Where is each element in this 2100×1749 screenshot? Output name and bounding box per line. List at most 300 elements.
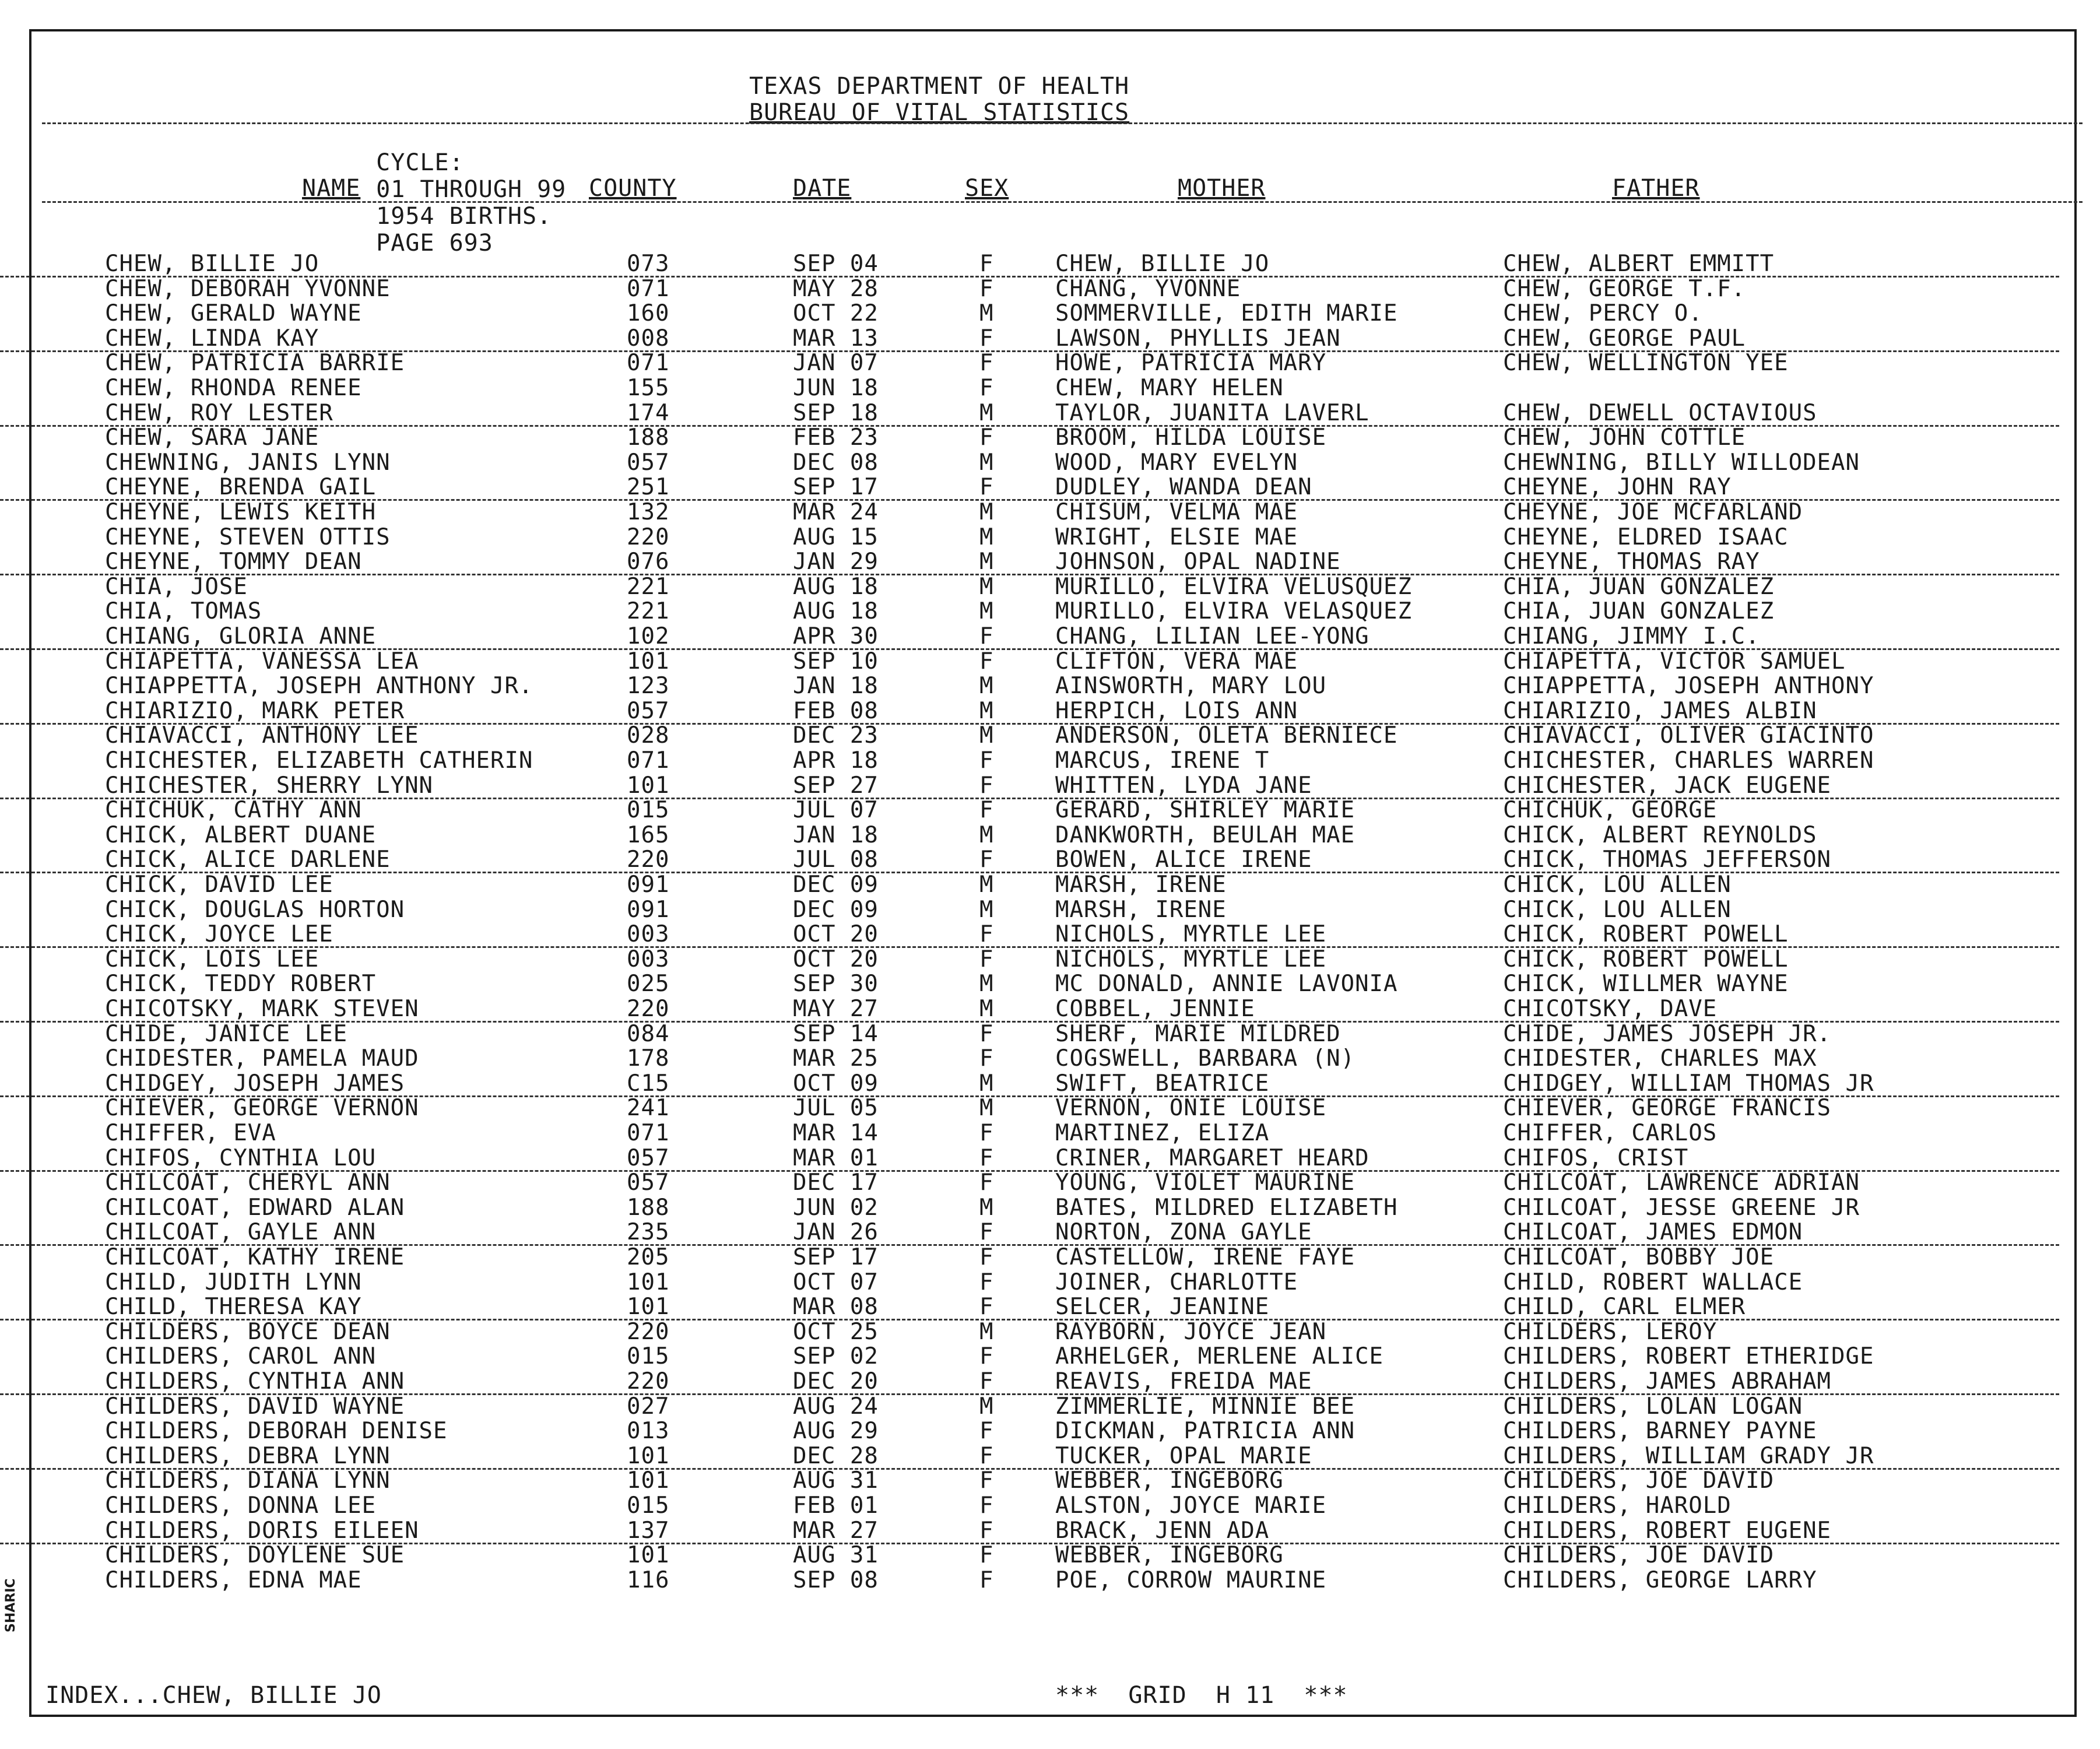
record-mother: RAYBORN, JOYCE JEAN: [1055, 1318, 1327, 1345]
record-county: 101: [627, 1442, 670, 1469]
record-sex: F: [979, 1467, 994, 1494]
table-row: [0, 1418, 2059, 1443]
record-date: AUG 29: [793, 1418, 879, 1445]
table-row: [0, 673, 2059, 698]
table-row: [0, 648, 2059, 673]
record-mother: CHANG, LILIAN LEE-YONG: [1055, 623, 1369, 649]
record-county: 174: [627, 399, 670, 426]
record-date: SEP 17: [793, 474, 879, 501]
record-sex: F: [979, 251, 994, 277]
record-sex: F: [979, 350, 994, 377]
record-father: CHILDERS, JAMES ABRAHAM: [1503, 1368, 1832, 1395]
record-mother: CHISUM, VELMA MAE: [1055, 499, 1298, 525]
record-father: CHILD, ROBERT WALLACE: [1503, 1269, 1803, 1295]
record-county: 102: [627, 623, 670, 649]
record-mother: LAWSON, PHYLLIS JEAN: [1055, 325, 1341, 352]
record-father: CHICOTSKY, DAVE: [1503, 996, 1718, 1022]
record-mother: CHEW, BILLIE JO: [1055, 251, 1270, 277]
table-row: [0, 1070, 2059, 1097]
table-row: [0, 1169, 2059, 1195]
table-row: [0, 1045, 2059, 1070]
record-father: CHICK, ROBERT POWELL: [1503, 921, 1789, 948]
table-row: [0, 1219, 2059, 1246]
record-sex: M: [979, 1194, 994, 1221]
record-sex: M: [979, 1095, 994, 1122]
record-county: 220: [627, 524, 670, 550]
record-county: 123: [627, 673, 670, 700]
record-father: CHIAPETTA, VICTOR SAMUEL: [1503, 648, 1846, 675]
record-sex: F: [979, 325, 994, 352]
record-father: CHILDERS, ROBERT ETHERIDGE: [1503, 1343, 1874, 1370]
record-county: 205: [627, 1244, 670, 1270]
column-header-name: NAME: [302, 175, 361, 202]
record-date: JAN 18: [793, 821, 879, 848]
table-row: [0, 1368, 2059, 1395]
table-row: [0, 1467, 2059, 1492]
record-mother: TAYLOR, JUANITA LAVERL: [1055, 399, 1369, 426]
record-county: 008: [627, 325, 670, 352]
record-sex: F: [979, 1219, 994, 1246]
record-name: CHILD, JUDITH LYNN: [105, 1269, 362, 1295]
record-county: 116: [627, 1567, 670, 1593]
record-father: CHICK, LOU ALLEN: [1503, 896, 1732, 923]
record-date: DEC 20: [793, 1368, 879, 1395]
record-name: CHICHESTER, ELIZABETH CATHERIN: [105, 747, 533, 774]
record-father: CHEYNE, ELDRED ISAAC: [1503, 524, 1789, 550]
record-county: 221: [627, 598, 670, 625]
record-sex: F: [979, 648, 994, 675]
record-date: JAN 07: [793, 350, 879, 377]
record-name: CHEYNE, BRENDA GAIL: [105, 474, 377, 501]
column-header-county: COUNTY: [589, 175, 677, 202]
record-county: 101: [627, 648, 670, 675]
table-row: [0, 1518, 2059, 1544]
record-sex: F: [979, 1045, 994, 1072]
record-name: CHIARIZIO, MARK PETER: [105, 697, 405, 724]
record-county: 013: [627, 1418, 670, 1445]
record-county: 057: [627, 449, 670, 476]
record-county: 220: [627, 847, 670, 873]
table-row: [0, 847, 2059, 873]
record-mother: ARHELGER, MERLENE ALICE: [1055, 1343, 1384, 1370]
record-county: 057: [627, 1169, 670, 1196]
record-name: CHICK, DAVID LEE: [105, 872, 333, 898]
record-date: DEC 23: [793, 722, 879, 749]
record-sex: F: [979, 946, 994, 972]
record-county: 235: [627, 1219, 670, 1246]
record-county: 071: [627, 350, 670, 377]
record-father: CHIDGEY, WILLIAM THOMAS JR: [1503, 1070, 1874, 1097]
record-sex: F: [979, 1492, 994, 1519]
record-father: CHILDERS, WILLIAM GRADY JR: [1503, 1442, 1874, 1469]
record-mother: CASTELLOW, IRENE FAYE: [1055, 1244, 1355, 1270]
record-name: CHILDERS, DOYLENE SUE: [105, 1542, 405, 1569]
record-date: JAN 18: [793, 673, 879, 700]
record-date: AUG 31: [793, 1542, 879, 1569]
record-name: CHICHESTER, SHERRY LYNN: [105, 772, 434, 799]
record-name: CHICK, LOIS LEE: [105, 946, 319, 972]
table-row: [0, 1393, 2059, 1418]
table-row: [0, 1443, 2059, 1470]
record-mother: SOMMERVILLE, EDITH MARIE: [1055, 300, 1398, 327]
record-mother: MARSH, IRENE: [1055, 872, 1227, 898]
record-county: 241: [627, 1095, 670, 1122]
record-county: 188: [627, 1194, 670, 1221]
record-mother: BOWEN, ALICE IRENE: [1055, 847, 1312, 873]
record-county: 028: [627, 722, 670, 749]
record-date: MAR 25: [793, 1045, 879, 1072]
record-date: MAR 08: [793, 1294, 879, 1320]
record-date: MAR 24: [793, 499, 879, 525]
record-mother: BATES, MILDRED ELIZABETH: [1055, 1194, 1398, 1221]
record-sex: F: [979, 424, 994, 451]
table-row: [0, 574, 2059, 599]
record-sex: F: [979, 1517, 994, 1544]
record-sex: M: [979, 524, 994, 550]
record-sex: M: [979, 896, 994, 923]
record-name: CHILDERS, DIANA LYNN: [105, 1467, 391, 1494]
record-sex: F: [979, 1418, 994, 1445]
column-header-date: DATE: [793, 175, 852, 202]
record-father: CHIAVACCI, OLIVER GIACINTO: [1503, 722, 1874, 749]
table-row: [0, 276, 2059, 301]
record-name: CHILDERS, BOYCE DEAN: [105, 1318, 391, 1345]
record-mother: WEBBER, INGEBORG: [1055, 1467, 1284, 1494]
record-county: 178: [627, 1045, 670, 1072]
record-name: CHEW, RHONDA RENEE: [105, 375, 362, 401]
record-sex: F: [979, 474, 994, 501]
record-father: CHICK, WILLMER WAYNE: [1503, 971, 1789, 998]
record-name: CHILDERS, CYNTHIA ANN: [105, 1368, 405, 1395]
record-sex: F: [979, 1269, 994, 1295]
record-mother: ZIMMERLIE, MINNIE BEE: [1055, 1393, 1355, 1420]
record-date: SEP 08: [793, 1567, 879, 1593]
record-mother: MARSH, IRENE: [1055, 896, 1227, 923]
record-date: SEP 30: [793, 971, 879, 998]
record-county: 101: [627, 1294, 670, 1320]
record-sex: M: [979, 722, 994, 749]
record-sex: M: [979, 399, 994, 426]
record-county: 101: [627, 772, 670, 799]
record-mother: MARTINEZ, ELIZA: [1055, 1120, 1270, 1146]
record-date: MAY 28: [793, 275, 879, 302]
record-mother: DANKWORTH, BEULAH MAE: [1055, 821, 1355, 848]
record-father: CHILDERS, JOE DAVID: [1503, 1542, 1775, 1569]
record-date: DEC 17: [793, 1169, 879, 1196]
record-father: CHILDERS, LOLAN LOGAN: [1503, 1393, 1803, 1420]
record-name: CHIEVER, GEORGE VERNON: [105, 1095, 419, 1122]
record-father: CHIA, JUAN GONZALEZ: [1503, 573, 1775, 600]
record-county: 188: [627, 424, 670, 451]
column-header-divider: [42, 201, 2083, 203]
record-county: 251: [627, 474, 670, 501]
record-date: AUG 24: [793, 1393, 879, 1420]
record-mother: COGSWELL, BARBARA (N): [1055, 1045, 1355, 1072]
record-name: CHEW, LINDA KAY: [105, 325, 319, 352]
record-sex: F: [979, 1343, 994, 1370]
record-sex: F: [979, 847, 994, 873]
record-county: 160: [627, 300, 670, 327]
record-sex: F: [979, 1169, 994, 1196]
table-row: [0, 1269, 2059, 1294]
record-date: AUG 18: [793, 598, 879, 625]
record-county: 137: [627, 1517, 670, 1544]
record-father: CHICK, ROBERT POWELL: [1503, 946, 1789, 972]
record-name: CHIDESTER, PAMELA MAUD: [105, 1045, 419, 1072]
record-date: APR 18: [793, 747, 879, 774]
record-name: CHEWNING, JANIS LYNN: [105, 449, 391, 476]
record-name: CHILDERS, DORIS EILEEN: [105, 1517, 419, 1544]
record-sex: F: [979, 275, 994, 302]
record-date: SEP 27: [793, 772, 879, 799]
table-row: [0, 872, 2059, 897]
record-father: CHIARIZIO, JAMES ALBIN: [1503, 697, 1817, 724]
record-father: CHICHESTER, JACK EUGENE: [1503, 772, 1832, 799]
record-county: 091: [627, 872, 670, 898]
record-date: OCT 22: [793, 300, 879, 327]
table-row: [0, 474, 2059, 501]
record-mother: NICHOLS, MYRTLE LEE: [1055, 921, 1327, 948]
record-father: CHEW, GEORGE PAUL: [1503, 325, 1746, 352]
record-date: OCT 20: [793, 921, 879, 948]
record-father: CHILCOAT, JESSE GREENE JR: [1503, 1194, 1860, 1221]
table-row: [0, 1120, 2059, 1145]
table-row: [0, 524, 2059, 549]
record-name: CHEW, GERALD WAYNE: [105, 300, 362, 327]
record-name: CHIDGEY, JOSEPH JAMES: [105, 1070, 405, 1097]
record-date: AUG 15: [793, 524, 879, 550]
record-date: DEC 08: [793, 449, 879, 476]
record-name: CHILDERS, EDNA MAE: [105, 1567, 362, 1593]
record-name: CHILCOAT, KATHY IRENE: [105, 1244, 405, 1270]
record-name: CHIFOS, CYNTHIA LOU: [105, 1144, 377, 1171]
record-sex: F: [979, 921, 994, 948]
grid-footer: *** GRID H 11 ***: [1055, 1682, 1348, 1709]
record-mother: CHEW, MARY HELEN: [1055, 375, 1284, 401]
record-name: CHIAPPETTA, JOSEPH ANTHONY JR.: [105, 673, 533, 700]
record-county: 101: [627, 1542, 670, 1569]
record-mother: SELCER, JEANINE: [1055, 1294, 1270, 1320]
record-father: CHILDERS, JOE DAVID: [1503, 1467, 1775, 1494]
table-row: [0, 971, 2059, 996]
record-date: OCT 07: [793, 1269, 879, 1295]
record-date: FEB 08: [793, 697, 879, 724]
record-date: SEP 17: [793, 1244, 879, 1270]
table-row: [0, 1244, 2059, 1269]
table-row: [0, 623, 2059, 650]
record-date: DEC 09: [793, 872, 879, 898]
table-row: [0, 1319, 2059, 1344]
record-sex: F: [979, 797, 994, 824]
record-father: CHILD, CARL ELMER: [1503, 1294, 1746, 1320]
record-sex: F: [979, 1144, 994, 1171]
record-date: JUN 18: [793, 375, 879, 401]
cycle-line: [347, 122, 566, 257]
record-county: 220: [627, 1368, 670, 1395]
record-date: JUL 05: [793, 1095, 879, 1122]
record-county: 165: [627, 821, 670, 848]
record-sex: F: [979, 1442, 994, 1469]
record-mother: SWIFT, BEATRICE: [1055, 1070, 1270, 1097]
record-father: CHICK, THOMAS JEFFERSON: [1503, 847, 1832, 873]
record-name: CHIAVACCI, ANTHONY LEE: [105, 722, 419, 749]
record-sex: M: [979, 1318, 994, 1345]
record-father: CHEW, JOHN COTTLE: [1503, 424, 1746, 451]
record-father: CHEW, PERCY O.: [1503, 300, 1703, 327]
record-name: CHEW, DEBORAH YVONNE: [105, 275, 391, 302]
record-county: 057: [627, 1144, 670, 1171]
record-mother: BROOM, HILDA LOUISE: [1055, 424, 1327, 451]
record-sex: M: [979, 697, 994, 724]
record-sex: F: [979, 375, 994, 401]
column-header-mother: MOTHER: [1178, 175, 1266, 202]
record-sex: F: [979, 747, 994, 774]
record-date: OCT 25: [793, 1318, 879, 1345]
page-number: PAGE 693: [376, 230, 493, 257]
table-row: [0, 1145, 2059, 1172]
record-mother: DUDLEY, WANDA DEAN: [1055, 474, 1312, 501]
record-father: CHICK, LOU ALLEN: [1503, 872, 1732, 898]
record-father: CHIFFER, CARLOS: [1503, 1120, 1718, 1146]
record-sex: M: [979, 300, 994, 327]
table-row: [0, 598, 2059, 623]
column-header-sex: SEX: [965, 175, 1009, 202]
record-sex: M: [979, 872, 994, 898]
record-father: CHICHUK, GEORGE: [1503, 797, 1718, 824]
record-name: CHICHUK, CATHY ANN: [105, 797, 362, 824]
record-date: AUG 31: [793, 1467, 879, 1494]
record-name: CHEYNE, STEVEN OTTIS: [105, 524, 391, 550]
table-row: [0, 1567, 2059, 1592]
table-row: [0, 921, 2059, 948]
record-sex: M: [979, 573, 994, 600]
record-sex: F: [979, 1120, 994, 1146]
column-header-father: FATHER: [1612, 175, 1700, 202]
record-father: CHILDERS, LEROY: [1503, 1318, 1718, 1345]
record-mother: REAVIS, FREIDA MAE: [1055, 1368, 1312, 1395]
record-sex: M: [979, 1393, 994, 1420]
record-county: 091: [627, 896, 670, 923]
record-father: CHIAPPETTA, JOSEPH ANTHONY: [1503, 673, 1874, 700]
record-mother: YOUNG, VIOLET MAURINE: [1055, 1169, 1355, 1196]
record-name: CHEYNE, LEWIS KEITH: [105, 499, 377, 525]
record-date: MAR 13: [793, 325, 879, 352]
record-date: OCT 20: [793, 946, 879, 972]
record-sex: M: [979, 449, 994, 476]
table-row: [0, 722, 2059, 747]
record-date: MAR 01: [793, 1144, 879, 1171]
record-father: CHILCOAT, LAWRENCE ADRIAN: [1503, 1169, 1860, 1196]
record-county: 073: [627, 251, 670, 277]
record-date: MAR 27: [793, 1517, 879, 1544]
record-name: CHIFFER, EVA: [105, 1120, 276, 1146]
table-row: [0, 375, 2059, 400]
record-date: JUL 08: [793, 847, 879, 873]
table-row: [0, 897, 2059, 922]
record-county: 084: [627, 1020, 670, 1047]
record-county: 003: [627, 921, 670, 948]
record-county: 025: [627, 971, 670, 998]
record-name: CHIAPETTA, VANESSA LEA: [105, 648, 419, 675]
record-father: CHEW, WELLINGTON YEE: [1503, 350, 1789, 377]
record-sex: M: [979, 499, 994, 525]
record-date: FEB 23: [793, 424, 879, 451]
record-father: CHILCOAT, BOBBY JOE: [1503, 1244, 1775, 1270]
record-name: CHIANG, GLORIA ANNE: [105, 623, 377, 649]
table-row: [0, 1492, 2059, 1518]
record-date: DEC 28: [793, 1442, 879, 1469]
record-sex: M: [979, 1070, 994, 1097]
record-date: JAN 26: [793, 1219, 879, 1246]
record-mother: GERARD, SHIRLEY MARIE: [1055, 797, 1355, 824]
record-date: JUL 07: [793, 797, 879, 824]
record-sex: M: [979, 673, 994, 700]
record-father: CHILDERS, GEORGE LARRY: [1503, 1567, 1817, 1593]
department-title: TEXAS DEPARTMENT OF HEALTH: [749, 73, 1130, 100]
record-county: 071: [627, 275, 670, 302]
record-date: DEC 09: [793, 896, 879, 923]
record-father: CHIANG, JIMMY I.C.: [1503, 623, 1760, 649]
record-mother: MC DONALD, ANNIE LAVONIA: [1055, 971, 1398, 998]
record-father: CHILCOAT, JAMES EDMON: [1503, 1219, 1803, 1246]
record-mother: WOOD, MARY EVELYN: [1055, 449, 1298, 476]
record-father: CHILDERS, HAROLD: [1503, 1492, 1732, 1519]
table-row: [0, 1021, 2059, 1046]
index-footer: INDEX...CHEW, BILLIE JO: [45, 1682, 382, 1709]
table-row: [0, 400, 2059, 427]
record-name: CHEW, SARA JANE: [105, 424, 319, 451]
record-county: 071: [627, 747, 670, 774]
record-county: 220: [627, 996, 670, 1022]
record-date: FEB 01: [793, 1492, 879, 1519]
record-mother: WEBBER, INGEBORG: [1055, 1542, 1284, 1569]
record-mother: SHERF, MARIE MILDRED: [1055, 1020, 1341, 1047]
record-name: CHIDE, JANICE LEE: [105, 1020, 348, 1047]
record-father: CHICK, ALBERT REYNOLDS: [1503, 821, 1817, 848]
cycle-label: CYCLE:: [376, 149, 464, 176]
record-father: CHIFOS, CRIST: [1503, 1144, 1689, 1171]
record-mother: CRINER, MARGARET HEARD: [1055, 1144, 1369, 1171]
table-row: [0, 747, 2059, 772]
table-row: [0, 449, 2059, 475]
table-row: [0, 325, 2059, 352]
table-row: [0, 350, 2059, 375]
record-mother: COBBEL, JENNIE: [1055, 996, 1255, 1022]
record-county: 071: [627, 1120, 670, 1146]
record-name: CHILDERS, DEBRA LYNN: [105, 1442, 391, 1469]
table-row: [0, 251, 2059, 278]
table-row: [0, 499, 2059, 524]
record-county: C15: [627, 1070, 670, 1097]
record-father: CHEYNE, THOMAS RAY: [1503, 549, 1760, 575]
record-name: CHEW, PATRICIA BARRIE: [105, 350, 405, 377]
record-sex: F: [979, 623, 994, 649]
record-county: 015: [627, 1343, 670, 1370]
record-sex: M: [979, 598, 994, 625]
record-mother: POE, CORROW MAURINE: [1055, 1567, 1327, 1593]
record-mother: MARCUS, IRENE T: [1055, 747, 1270, 774]
table-row: [0, 300, 2059, 325]
record-name: CHIA, TOMAS: [105, 598, 262, 625]
record-name: CHILDERS, CAROL ANN: [105, 1343, 377, 1370]
record-sex: F: [979, 1567, 994, 1593]
record-father: CHILDERS, BARNEY PAYNE: [1503, 1418, 1817, 1445]
record-mother: NORTON, ZONA GAYLE: [1055, 1219, 1312, 1246]
table-row: [0, 1343, 2059, 1368]
record-mother: WHITTEN, LYDA JANE: [1055, 772, 1312, 799]
record-mother: JOHNSON, OPAL NADINE: [1055, 549, 1341, 575]
table-row: [0, 822, 2059, 847]
